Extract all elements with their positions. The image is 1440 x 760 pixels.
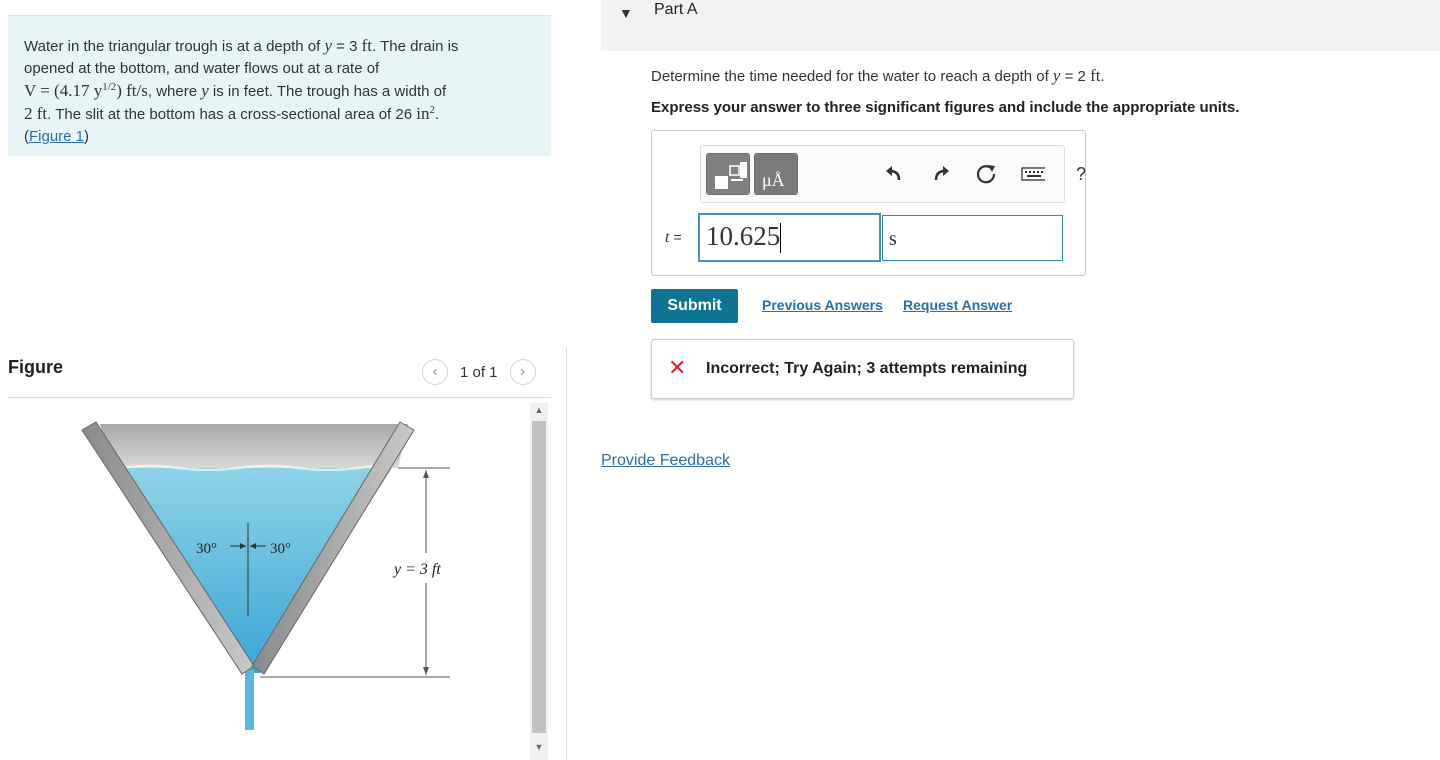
problem-line4-end: . — [434, 106, 440, 123]
answer-unit: s — [889, 228, 897, 250]
drain-stream — [245, 670, 254, 730]
chevron-left-icon: ‹ — [432, 363, 438, 380]
request-answer-link[interactable]: Request Answer — [903, 297, 1013, 313]
reset-button[interactable] — [974, 162, 998, 186]
figure-canvas — [8, 398, 528, 760]
question-eq: = 2 — [1060, 68, 1091, 85]
depth-label: y = 3 ft — [394, 561, 441, 578]
angle-label-right: 30° — [270, 541, 291, 557]
question-pre: Determine the time needed for the water to reach a depth of — [651, 68, 1053, 85]
scroll-down-arrow[interactable]: ▼ — [534, 742, 544, 752]
question-post: . — [1100, 68, 1105, 85]
figure-title: Figure — [8, 357, 64, 377]
templates-button[interactable] — [706, 153, 750, 195]
answer-value: 10.625 — [706, 221, 781, 251]
part-title: Part A — [654, 1, 698, 18]
problem-line3-mid: , where — [147, 83, 202, 100]
problem-line2: opened at the bottom, and water flows out at a rate of — [24, 60, 380, 77]
velocity-formula: V = (4.17 y — [24, 81, 103, 100]
trough-diagram — [8, 398, 528, 760]
figure-page-count: 1 of 1 — [460, 363, 498, 381]
problem-line1: Water in the triangular trough is at a depth of — [24, 38, 325, 55]
area-exponent: 2 — [429, 104, 435, 116]
water-body — [121, 468, 392, 673]
figure-1-link[interactable]: Figure 1 — [29, 128, 85, 145]
dim-arrow-top — [423, 470, 429, 478]
problem-statement-box — [8, 15, 551, 156]
figure-link-open: ( — [24, 128, 29, 145]
answer-instruction: Express your answer to three significant figures and include the appropriate units. — [651, 99, 1240, 116]
feedback-message-box — [651, 339, 1074, 399]
answer-value-input[interactable] — [698, 213, 881, 262]
next-figure-button[interactable] — [510, 359, 536, 385]
help-button[interactable] — [1069, 162, 1093, 186]
problem-line3: is in feet. The trough has a width of — [208, 83, 447, 100]
width-value: 2 ft — [24, 104, 48, 123]
question-unit: ft — [1090, 66, 1101, 85]
submit-button[interactable]: Submit — [651, 289, 738, 323]
question-var: y — [1052, 66, 1061, 85]
chevron-right-icon: › — [519, 363, 526, 380]
keyboard-button[interactable] — [1021, 162, 1045, 186]
redo-button[interactable] — [929, 162, 953, 186]
templates-icon — [707, 154, 751, 196]
problem-text — [24, 35, 524, 148]
figure-scrollbar[interactable] — [530, 403, 548, 760]
panel-divider — [566, 348, 567, 760]
answer-box — [651, 130, 1086, 276]
problem-line4: . The slit at the bottom has a cross-sectional area of 26 — [47, 106, 417, 123]
trough-back — [100, 424, 408, 468]
error-x-icon: ✕ — [668, 355, 687, 380]
previous-answers-link[interactable]: Previous Answers — [762, 297, 883, 313]
answer-variable-label — [665, 229, 682, 247]
answer-equals: = — [673, 229, 682, 245]
part-a-header[interactable] — [601, 0, 1440, 51]
velocity-exponent: 1/2 — [102, 81, 117, 93]
depth-eq: = 3 — [332, 38, 362, 55]
area-unit: in — [416, 104, 430, 123]
reset-icon — [975, 163, 997, 185]
units-icon: μÅ — [762, 170, 785, 190]
figure-pager — [422, 359, 536, 385]
scroll-thumb[interactable] — [532, 421, 546, 733]
velocity-units: ft/s — [126, 81, 148, 100]
figure-link-close: ) — [84, 128, 90, 145]
keyboard-icon — [1021, 166, 1045, 182]
provide-feedback-link[interactable]: Provide Feedback — [601, 452, 730, 469]
units-button[interactable] — [754, 153, 798, 195]
question-text — [651, 66, 1105, 86]
var-y: y — [324, 36, 332, 55]
velocity-close: ) — [116, 81, 122, 100]
text-caret — [780, 223, 781, 253]
redo-icon — [931, 164, 951, 184]
math-toolbar — [700, 145, 1086, 203]
prev-figure-button[interactable] — [422, 359, 448, 385]
help-icon: ? — [1075, 163, 1086, 184]
undo-button[interactable] — [882, 162, 906, 186]
caret-down-icon[interactable]: ▼ — [619, 5, 633, 21]
angle-label-left: 30° — [196, 541, 217, 557]
answer-variable: t — [665, 229, 670, 246]
unit-ft: ft — [361, 36, 372, 55]
scroll-up-arrow[interactable]: ▲ — [534, 405, 544, 415]
dim-arrow-bottom — [423, 667, 429, 675]
var-y-2: y — [201, 81, 209, 100]
answer-unit-input[interactable] — [882, 215, 1063, 261]
problem-line1-end: . The drain is — [372, 38, 459, 55]
undo-icon — [884, 164, 904, 184]
feedback-text: Incorrect; Try Again; 3 attempts remaining — [706, 360, 1028, 377]
